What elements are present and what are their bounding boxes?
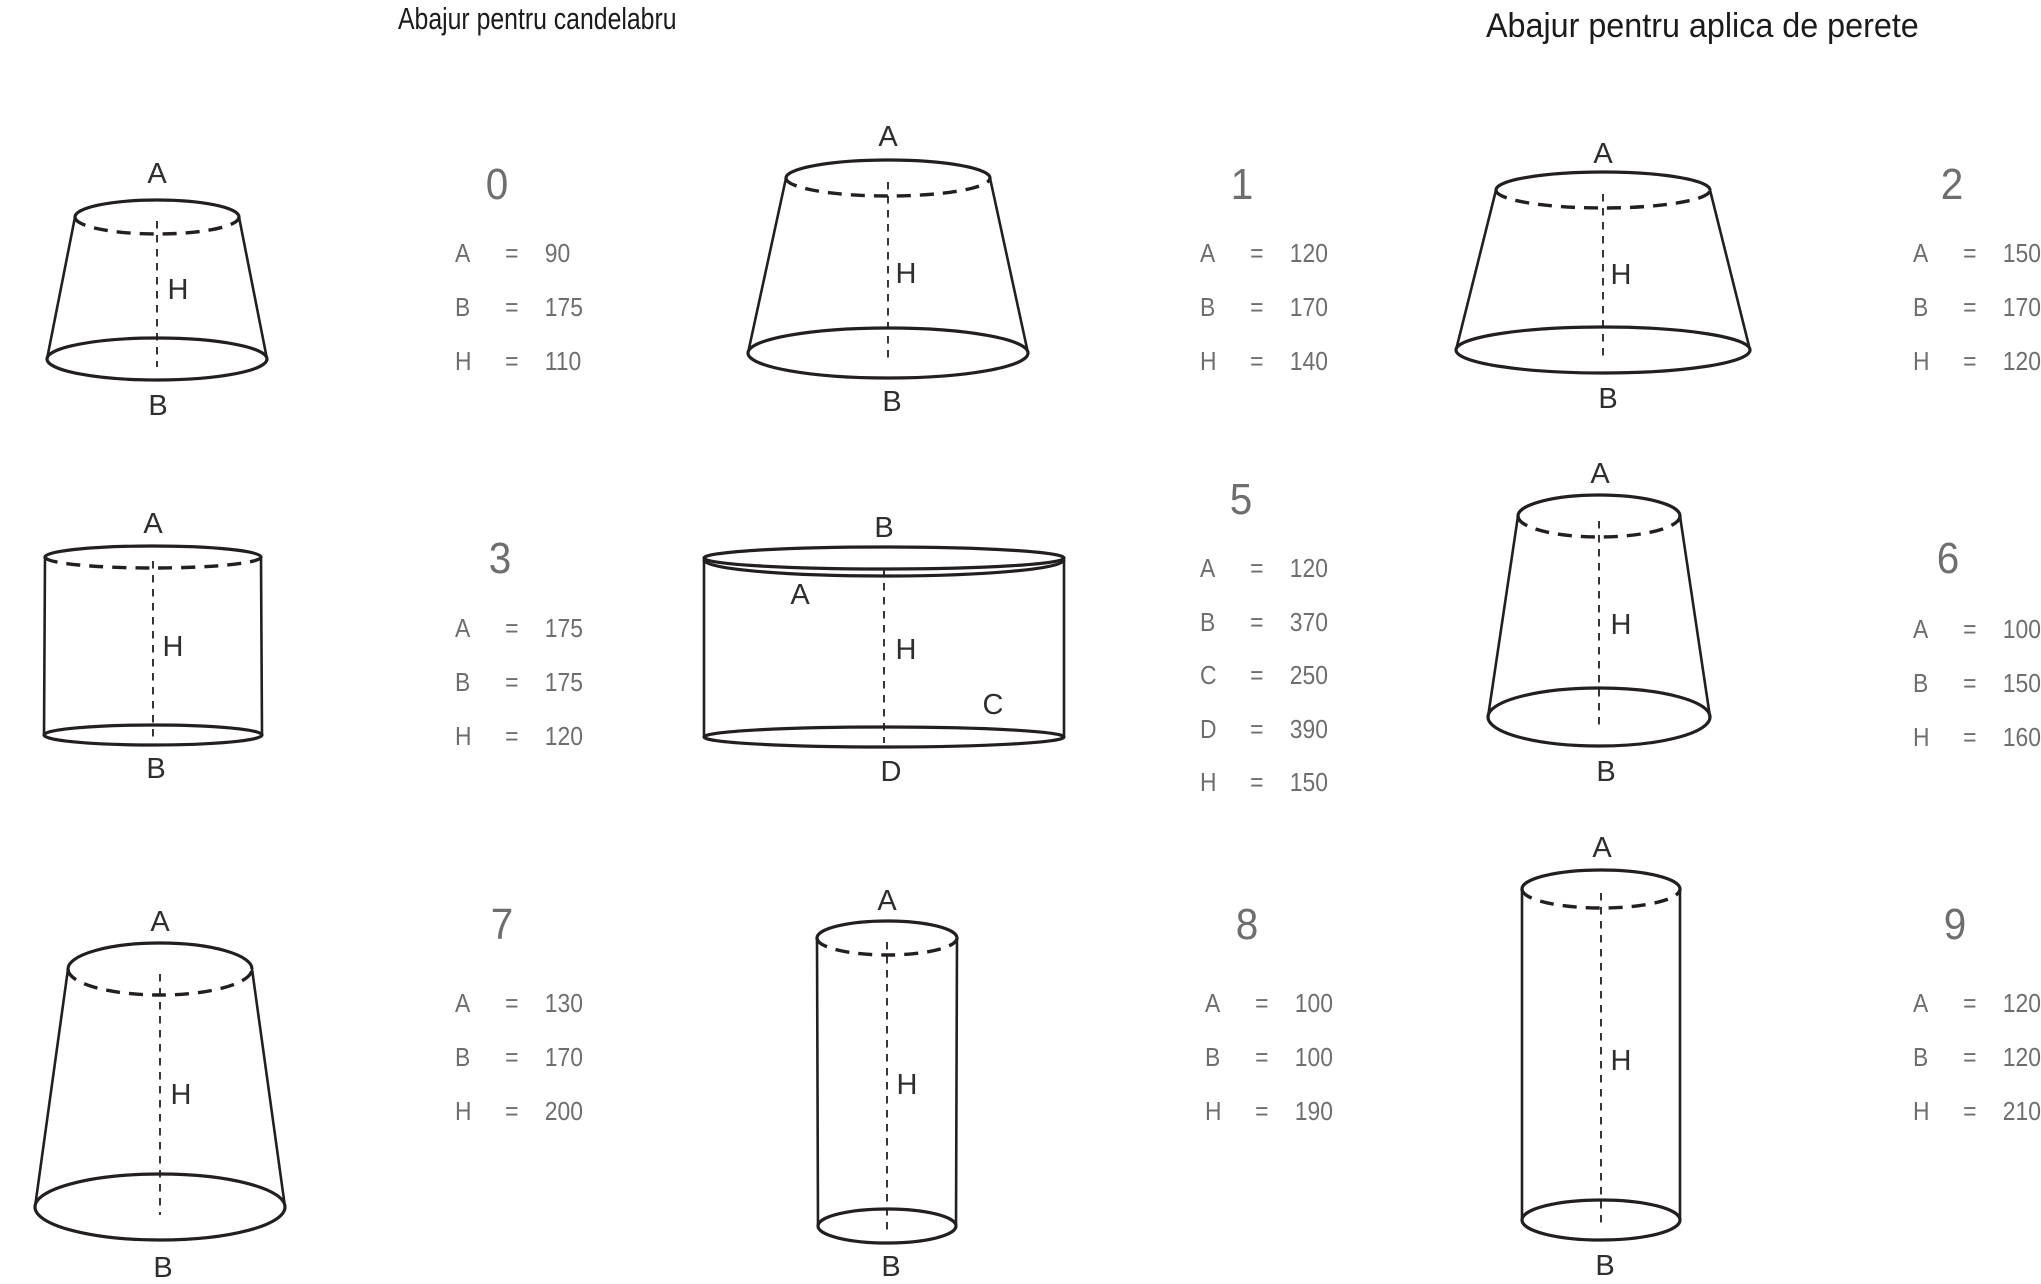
equals-sign: = xyxy=(505,292,519,322)
spec-row xyxy=(1913,292,2041,322)
dim-key: A xyxy=(455,238,471,268)
dim-value: 120 xyxy=(1289,238,1328,268)
dim-value: 170 xyxy=(544,1042,583,1072)
dim-value: 150 xyxy=(2002,238,2041,268)
spec-row xyxy=(1913,722,2041,752)
dim-key: B xyxy=(1200,292,1216,322)
equals-sign: = xyxy=(1963,614,1977,644)
dim-key: A xyxy=(455,988,471,1018)
top-rim-back-arc xyxy=(817,921,957,938)
dim-label-height: H xyxy=(167,274,189,306)
dim-value: 210 xyxy=(2002,1096,2041,1126)
lampshade-drawing-6 xyxy=(1488,458,1710,788)
spec-row xyxy=(1205,1042,1333,1072)
dim-key: H xyxy=(455,721,472,751)
equals-sign: = xyxy=(1963,238,1977,268)
dim-value: 100 xyxy=(1294,1042,1333,1072)
dim-label-bottom: B xyxy=(146,753,166,785)
page-title-chandelier: Abajur pentru candelabru xyxy=(398,1,677,36)
dim-label-top: A xyxy=(150,906,170,938)
lampshade-drawing-7 xyxy=(35,906,285,1284)
dim-label-top: A xyxy=(878,121,898,153)
shade-number-8: 8 xyxy=(1235,900,1259,949)
spec-row xyxy=(455,292,583,322)
dim-value: 175 xyxy=(544,613,583,643)
dim-key: H xyxy=(1200,346,1217,376)
dim-key: B xyxy=(455,1042,471,1072)
spec-row xyxy=(455,721,583,751)
dim-key: B xyxy=(1913,1042,1929,1072)
dim-key: H xyxy=(1913,1096,1930,1126)
dim-value: 120 xyxy=(2002,988,2041,1018)
dim-label-bottom: B xyxy=(882,386,902,418)
dim-key: H xyxy=(1205,1096,1222,1126)
dim-value: 170 xyxy=(2002,292,2041,322)
equals-sign: = xyxy=(1963,292,1977,322)
dim-label-bottom: D xyxy=(880,756,902,788)
spec-row xyxy=(455,613,583,643)
dim-key: A xyxy=(1200,553,1216,583)
spec-row xyxy=(1913,668,2041,698)
dim-label-top: A xyxy=(1590,458,1610,490)
dim-label-bottom: B xyxy=(1595,1250,1615,1282)
dim-key: B xyxy=(455,667,471,697)
dim-key: H xyxy=(1913,346,1930,376)
spec-row xyxy=(1200,767,1328,797)
dim-label-bottom: B xyxy=(1598,383,1618,415)
shade-number-3: 3 xyxy=(488,534,512,583)
dim-key: A xyxy=(1205,988,1221,1018)
spec-row xyxy=(1200,346,1328,376)
dim-label-top: B xyxy=(874,512,894,544)
dim-key: C xyxy=(1200,660,1217,690)
equals-sign: = xyxy=(505,1096,519,1126)
spec-row xyxy=(1913,346,2041,376)
dim-label-height: H xyxy=(896,1069,918,1101)
dim-label-height: H xyxy=(162,631,184,663)
equals-sign: = xyxy=(1255,988,1269,1018)
lampshade-drawing-1 xyxy=(748,121,1028,418)
spec-row xyxy=(1205,988,1333,1018)
dim-label-height: H xyxy=(1610,609,1632,641)
equals-sign: = xyxy=(1250,346,1264,376)
dim-label-bottom: B xyxy=(881,1251,901,1283)
dim-value: 390 xyxy=(1289,714,1328,744)
spec-row xyxy=(455,346,581,376)
dim-key: B xyxy=(1913,668,1929,698)
lampshade-drawing-2 xyxy=(1456,138,1750,415)
spec-row xyxy=(1200,714,1328,744)
equals-sign: = xyxy=(1963,722,1977,752)
equals-sign: = xyxy=(1963,1042,1977,1072)
dim-value: 370 xyxy=(1289,607,1328,637)
equals-sign: = xyxy=(505,667,519,697)
equals-sign: = xyxy=(1250,767,1264,797)
dim-label-top: A xyxy=(1592,832,1612,864)
lampshade-drawing-8 xyxy=(817,885,957,1283)
dim-key: B xyxy=(1205,1042,1221,1072)
lampshade-drawing-5 xyxy=(704,512,1064,788)
top-rim-back-arc xyxy=(45,546,261,557)
dim-key: A xyxy=(1913,238,1929,268)
spec-row xyxy=(1913,238,2041,268)
dim-value: 110 xyxy=(544,346,582,376)
top-rim-ellipse xyxy=(704,547,1064,569)
equals-sign: = xyxy=(505,238,519,268)
dim-label-height: H xyxy=(1610,259,1632,291)
equals-sign: = xyxy=(1250,238,1264,268)
equals-sign: = xyxy=(1963,1096,1977,1126)
spec-row xyxy=(455,988,583,1018)
spec-row xyxy=(1200,660,1328,690)
dim-key: A xyxy=(1200,238,1216,268)
dim-label-top: A xyxy=(143,508,163,540)
lampshade-drawing-0 xyxy=(47,158,267,422)
spec-row xyxy=(1200,292,1328,322)
spec-row xyxy=(455,1042,583,1072)
equals-sign: = xyxy=(1250,714,1264,744)
equals-sign: = xyxy=(505,346,519,376)
spec-row xyxy=(1913,614,2041,644)
dim-value: 100 xyxy=(1294,988,1333,1018)
spec-row xyxy=(1205,1096,1333,1126)
shade-number-0: 0 xyxy=(485,160,509,209)
dim-key: A xyxy=(455,613,471,643)
dim-label-top: A xyxy=(147,158,167,190)
shade-number-7: 7 xyxy=(490,900,514,949)
dim-label-side2: C xyxy=(982,689,1004,721)
spec-row xyxy=(1200,553,1328,583)
shade-number-5: 5 xyxy=(1229,475,1253,524)
shade-number-2: 2 xyxy=(1940,160,1964,209)
dim-label-height: H xyxy=(1610,1045,1632,1077)
dim-value: 120 xyxy=(2002,1042,2041,1072)
equals-sign: = xyxy=(505,988,519,1018)
dim-key: B xyxy=(1200,607,1216,637)
spec-row xyxy=(455,238,570,268)
dim-value: 100 xyxy=(2002,614,2041,644)
equals-sign: = xyxy=(505,1042,519,1072)
top-rim-back-arc xyxy=(1522,870,1680,889)
dim-label-height: H xyxy=(170,1079,192,1111)
equals-sign: = xyxy=(1963,346,1977,376)
spec-row xyxy=(455,667,583,697)
dim-value: 250 xyxy=(1289,660,1328,690)
dim-key: A xyxy=(1913,988,1929,1018)
dim-value: 160 xyxy=(2002,722,2041,752)
dim-label-height: H xyxy=(895,258,917,290)
dim-value: 140 xyxy=(1289,346,1328,376)
shade-number-9: 9 xyxy=(1943,900,1967,949)
top-rim-back-arc xyxy=(1518,495,1680,516)
dim-value: 200 xyxy=(544,1096,583,1126)
spec-row xyxy=(1913,1096,2041,1126)
dim-key: D xyxy=(1200,714,1217,744)
dim-value: 190 xyxy=(1294,1096,1333,1126)
spec-row xyxy=(1200,607,1328,637)
dim-value: 120 xyxy=(2002,346,2041,376)
dim-key: B xyxy=(455,292,471,322)
equals-sign: = xyxy=(1963,668,1977,698)
dim-key: A xyxy=(1913,614,1929,644)
dim-label-bottom: B xyxy=(153,1252,173,1284)
dim-value: 90 xyxy=(544,238,571,268)
bottom-rim-ellipse xyxy=(35,1174,285,1240)
page-title-wall-sconce: Abajur pentru aplica de perete xyxy=(1486,7,1919,45)
dim-key: H xyxy=(1200,767,1217,797)
dim-key: H xyxy=(455,346,472,376)
dim-value: 175 xyxy=(544,292,583,322)
dim-label-top: A xyxy=(877,885,897,917)
spec-row xyxy=(455,1096,583,1126)
equals-sign: = xyxy=(1963,988,1977,1018)
spec-row xyxy=(1913,988,2041,1018)
lampshade-drawing-9 xyxy=(1522,832,1680,1282)
top-rim-back-arc xyxy=(1496,172,1710,190)
equals-sign: = xyxy=(505,613,519,643)
equals-sign: = xyxy=(1255,1042,1269,1072)
dim-value: 175 xyxy=(544,667,583,697)
spec-row xyxy=(1200,238,1328,268)
equals-sign: = xyxy=(1255,1096,1269,1126)
dim-key: H xyxy=(1913,722,1930,752)
top-rim-back-arc xyxy=(68,943,252,969)
top-rim-back-arc xyxy=(786,160,990,178)
dim-label-bottom: B xyxy=(1596,756,1616,788)
dim-value: 170 xyxy=(1289,292,1328,322)
equals-sign: = xyxy=(1250,607,1264,637)
dim-key: H xyxy=(455,1096,472,1126)
dim-label-bottom: B xyxy=(148,390,168,422)
dim-label-height: H xyxy=(895,634,917,666)
dim-value: 150 xyxy=(2002,668,2041,698)
top-rim-back-arc xyxy=(75,200,239,217)
shade-number-1: 1 xyxy=(1230,160,1254,209)
dim-label-top: A xyxy=(1593,138,1613,170)
bottom-rim-ellipse xyxy=(47,338,267,380)
dim-value: 120 xyxy=(1289,553,1328,583)
dim-value: 150 xyxy=(1289,767,1328,797)
shade-number-6: 6 xyxy=(1936,534,1960,583)
dim-label-side: A xyxy=(790,579,810,611)
dim-key: B xyxy=(1913,292,1929,322)
equals-sign: = xyxy=(1250,553,1264,583)
spec-row xyxy=(1913,1042,2041,1072)
equals-sign: = xyxy=(1250,292,1264,322)
dim-value: 130 xyxy=(544,988,583,1018)
equals-sign: = xyxy=(505,721,519,751)
lampshade-drawing-3 xyxy=(44,508,262,785)
equals-sign: = xyxy=(1250,660,1264,690)
dim-value: 120 xyxy=(544,721,583,751)
